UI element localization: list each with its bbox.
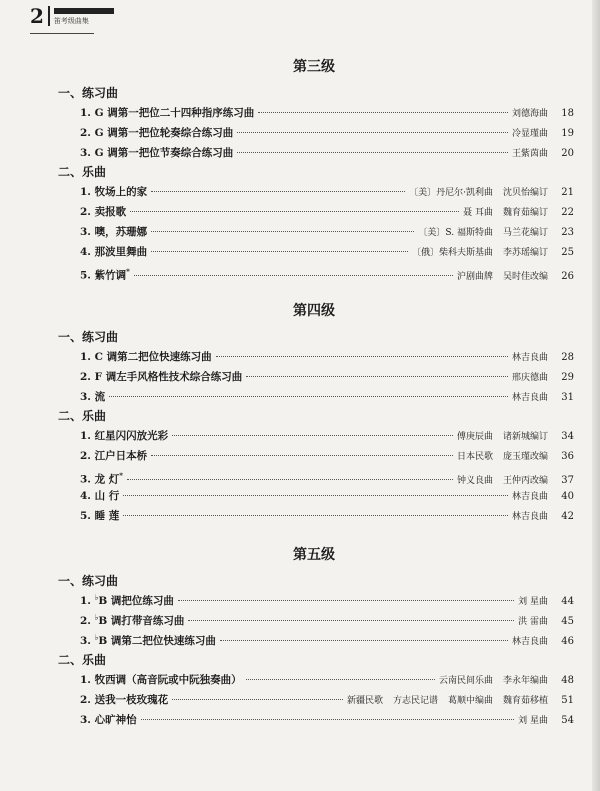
level-title: 第四级: [293, 303, 335, 319]
entry-number: 1.: [80, 107, 91, 119]
dot-leader: [172, 699, 343, 700]
entry-title: [80, 202, 126, 222]
entry-credits: [518, 592, 548, 612]
entry-title: [80, 690, 168, 710]
header-bar: [54, 8, 114, 14]
credit-text: 马兰花编订: [502, 228, 548, 238]
entry-title: [80, 446, 147, 466]
toc-entry[interactable]: [54, 202, 574, 222]
entry-number: 3.: [80, 473, 91, 486]
entry-page-number: 29: [561, 372, 574, 383]
credit-text: 洪 雷曲: [518, 617, 548, 627]
entry-title-text: 卖报歌: [94, 206, 127, 218]
entry-title: [80, 710, 137, 730]
dot-leader: [172, 435, 453, 436]
running-header: [30, 6, 114, 26]
section-title: 一、练习曲: [58, 330, 119, 344]
entry-credits: [347, 691, 548, 711]
entry-page-number: 25: [561, 247, 574, 258]
credit-text: 聂 耳曲: [463, 208, 493, 218]
header-rule: [30, 33, 94, 34]
credit-text: 林吉良曲: [511, 393, 548, 403]
series-block: [50, 6, 114, 26]
entry-title-text: 睡 莲: [94, 510, 120, 522]
credit-text: 钟义良曲: [456, 475, 493, 486]
entry-title-text: 牧西调（高音阮或中阮独奏曲）: [94, 674, 242, 686]
entry-number: 1.: [80, 595, 91, 607]
entry-page-number: 28: [561, 352, 574, 363]
entry-title-text: 流: [94, 391, 106, 403]
dot-leader: [151, 191, 405, 192]
credit-text: 王紫茵曲: [511, 149, 548, 159]
toc-entry[interactable]: [54, 242, 574, 262]
credit-text: 日本民歌: [456, 452, 493, 462]
entry-number: 3.: [80, 147, 91, 159]
credit-text: 邢庆德曲: [511, 373, 548, 383]
entry-credits: [439, 671, 548, 691]
toc-entry[interactable]: [54, 710, 574, 730]
entry-credits: [512, 348, 548, 368]
dot-leader: [246, 679, 435, 680]
credit-text: 刘德海曲: [511, 109, 548, 119]
entry-page-number: 34: [561, 431, 574, 442]
dot-leader: [123, 495, 508, 496]
entry-title: [80, 426, 168, 446]
toc-entry[interactable]: [54, 103, 574, 123]
credit-text: 吴时佳改编: [502, 271, 548, 282]
entry-number: 1.: [80, 186, 91, 198]
entry-number: 1.: [80, 351, 91, 363]
dot-leader: [237, 152, 508, 153]
dot-leader: [151, 455, 453, 456]
level-block: [54, 544, 574, 730]
series-title: 笛考级曲集: [53, 17, 89, 25]
toc-entry[interactable]: [54, 347, 574, 367]
entry-title-text: 江户日本桥: [94, 450, 148, 462]
entry-title-text: 山 行: [94, 490, 120, 502]
entry-number: 3.: [80, 714, 91, 726]
entry-title: [80, 506, 119, 526]
entry-title: [80, 143, 233, 163]
credit-text: 葛顺中编曲: [447, 696, 493, 706]
toc-entry[interactable]: [54, 506, 574, 526]
entry-credits: [512, 104, 548, 124]
entry-number: 2.: [80, 694, 91, 706]
entry-title-text: 牧场上的家: [94, 186, 148, 198]
dot-leader: [141, 719, 515, 720]
credit-text: 方志民记谱: [392, 696, 438, 706]
entry-page-number: 18: [561, 108, 574, 119]
flat-sign: ♭: [94, 632, 99, 642]
entry-title-text: B 调把位练习曲: [98, 595, 174, 607]
entry-page-number: 22: [561, 207, 574, 218]
section-title: 一、练习曲: [58, 86, 119, 100]
entry-title: [80, 387, 105, 407]
entry-page-number: 46: [561, 636, 574, 647]
credit-text: 李永年编曲: [502, 676, 548, 686]
dot-leader: [258, 112, 508, 113]
toc-entry[interactable]: [54, 690, 574, 710]
entry-title: [80, 367, 242, 387]
entry-title-text: F 调左手风格性技术综合练习曲: [94, 371, 243, 383]
entry-number: 4.: [80, 246, 91, 258]
entry-page-number: 48: [561, 675, 574, 686]
entry-title-text: G 调第一把位二十四种指序练习曲: [94, 107, 255, 119]
entry-title-text: G 调第一把位轮奏综合练习曲: [94, 127, 234, 139]
flat-sign: ♭: [94, 612, 99, 622]
entry-number: 4.: [80, 490, 91, 502]
entry-title: [80, 242, 147, 262]
section-title: 二、乐曲: [58, 409, 107, 423]
entry-credits: [412, 243, 548, 263]
credit-text: 新疆民歌: [346, 696, 383, 706]
credit-text: 云南民间乐曲: [438, 676, 493, 686]
entry-number: 5.: [80, 510, 91, 522]
entry-page-number: 31: [561, 392, 574, 403]
toc-entry[interactable]: [54, 611, 574, 631]
section-title: 二、乐曲: [58, 653, 107, 667]
entry-credits: [518, 612, 548, 632]
entry-number: 2.: [80, 371, 91, 383]
entry-credits: [512, 507, 548, 527]
entry-title-text: G 调第一把位节奏综合练习曲: [94, 147, 234, 159]
entry-page-number: 36: [561, 451, 574, 462]
credit-text: 沪剧曲牌: [456, 271, 493, 282]
entry-title-text: 送我一枝玫瑰花: [94, 694, 169, 706]
entry-title: [80, 103, 254, 123]
entry-title: [80, 591, 174, 611]
dot-leader: [216, 356, 508, 357]
entry-page-number: 54: [561, 715, 574, 726]
entry-title-text: B 调第二把位快速练习曲: [98, 635, 216, 647]
dot-leader: [246, 376, 508, 377]
dot-leader: [237, 132, 508, 133]
asterisk-mark: *: [119, 471, 123, 480]
entry-page-number: 44: [561, 596, 574, 607]
entry-number: 2.: [80, 127, 91, 139]
entry-number: 1.: [80, 674, 91, 686]
entry-credits: [518, 711, 548, 731]
credit-text: 沈贝怡编订: [502, 188, 548, 198]
entry-page-number: 40: [561, 491, 574, 502]
level-block: [54, 300, 574, 526]
entry-credits: [512, 368, 548, 388]
credit-text: 〔俄〕柴科夫斯基曲: [411, 248, 493, 258]
dot-leader: [130, 211, 459, 212]
credit-text: 〔美〕S. 福斯特曲: [418, 228, 493, 238]
entry-number: 2.: [80, 615, 91, 627]
credit-text: 〔美〕丹尼尔·凯利曲: [409, 188, 493, 198]
asterisk-mark: *: [126, 267, 130, 276]
credit-text: 王仲丙改编: [502, 475, 548, 486]
entry-page-number: 37: [561, 474, 574, 486]
credit-text: 刘 星曲: [518, 597, 548, 607]
entry-title-text: C 调第二把位快速练习曲: [94, 351, 212, 363]
section-title: 一、练习曲: [58, 574, 119, 588]
credit-text: 林吉良曲: [511, 353, 548, 363]
toc-entry[interactable]: [54, 143, 574, 163]
entry-page-number: 26: [561, 270, 574, 282]
dot-leader: [178, 600, 514, 601]
entry-page-number: 21: [561, 187, 574, 198]
entry-number: 2.: [80, 206, 91, 218]
page-number: 2: [30, 6, 50, 26]
dot-leader: [109, 396, 508, 397]
entry-title: [80, 670, 242, 690]
toc-entry[interactable]: [54, 466, 574, 486]
entry-credits: [457, 447, 548, 467]
credit-text: 冷显瑾曲: [511, 129, 548, 139]
entry-title-text: 紫竹调: [94, 269, 127, 282]
dot-leader: [127, 479, 453, 480]
entry-title: [80, 611, 184, 631]
credit-text: 李苏瑶编订: [502, 248, 548, 258]
toc-entry[interactable]: [54, 123, 574, 143]
entry-title: [80, 182, 147, 202]
level-title: 第五级: [293, 547, 335, 563]
entry-title: [80, 631, 216, 651]
entry-title: [80, 123, 233, 143]
entry-credits: [418, 223, 548, 243]
entry-title: [80, 262, 130, 286]
credit-text: 林吉良曲: [511, 492, 548, 502]
page-edge-shadow: [592, 0, 600, 791]
flat-sign: ♭: [94, 592, 99, 602]
entry-title-text: 红星闪闪放光彩: [94, 430, 169, 442]
entry-credits: [512, 124, 548, 144]
entry-credits: [512, 632, 548, 652]
entry-page-number: 19: [561, 128, 574, 139]
credit-text: 诸新城编订: [502, 432, 548, 442]
toc-entry[interactable]: [54, 262, 574, 282]
dot-leader: [123, 515, 508, 516]
credit-text: 林吉良曲: [511, 637, 548, 647]
entry-credits: [512, 487, 548, 507]
credit-text: 魏育茹编订: [502, 208, 548, 218]
toc-entry[interactable]: [54, 426, 574, 446]
entry-title-text: 龙 灯: [94, 473, 120, 486]
entry-title-text: 噢，苏珊娜: [94, 226, 148, 238]
credit-text: 傅庚辰曲: [456, 432, 493, 442]
entry-number: 5.: [80, 269, 91, 282]
entry-page-number: 23: [561, 227, 574, 238]
entry-title-text: 心旷神怡: [94, 714, 137, 726]
entry-credits: [463, 203, 548, 223]
entry-credits: [457, 427, 548, 447]
toc-entry[interactable]: [54, 670, 574, 690]
dot-leader: [220, 640, 508, 641]
entry-credits: [409, 183, 548, 203]
toc-entry[interactable]: [54, 222, 574, 242]
dot-leader: [151, 251, 408, 252]
entry-title-text: 那波里舞曲: [94, 246, 148, 258]
table-of-contents: [54, 56, 574, 748]
level-title: 第三级: [293, 59, 335, 75]
entry-title: [80, 347, 212, 367]
level-block: [54, 56, 574, 282]
toc-entry[interactable]: [54, 631, 574, 651]
dot-leader: [134, 275, 453, 276]
entry-page-number: 42: [561, 511, 574, 522]
dot-leader: [188, 620, 514, 621]
dot-leader: [151, 231, 414, 232]
toc-entry[interactable]: [54, 367, 574, 387]
entry-credits: [457, 267, 548, 287]
toc-entry[interactable]: [54, 182, 574, 202]
entry-title: [80, 486, 119, 506]
entry-number: 3.: [80, 635, 91, 647]
entry-credits: [512, 144, 548, 164]
credit-text: 庞玉瑾改编: [502, 452, 548, 462]
entry-number: 1.: [80, 430, 91, 442]
entry-title-text: B 调打带音练习曲: [98, 615, 185, 627]
credit-text: 林吉良曲: [511, 512, 548, 522]
entry-number: 2.: [80, 450, 91, 462]
entry-page-number: 51: [561, 695, 574, 706]
entry-title: [80, 222, 147, 242]
entry-credits: [512, 388, 548, 408]
credit-text: 魏育茹移植: [502, 696, 548, 706]
credit-text: 刘 星曲: [518, 716, 548, 726]
toc-entry[interactable]: [54, 387, 574, 407]
toc-entry[interactable]: [54, 446, 574, 466]
section-title: 二、乐曲: [58, 165, 107, 179]
toc-entry[interactable]: [54, 591, 574, 611]
entry-page-number: 45: [561, 616, 574, 627]
entry-page-number: 20: [561, 148, 574, 159]
entry-number: 3.: [80, 391, 91, 403]
entry-number: 3.: [80, 226, 91, 238]
